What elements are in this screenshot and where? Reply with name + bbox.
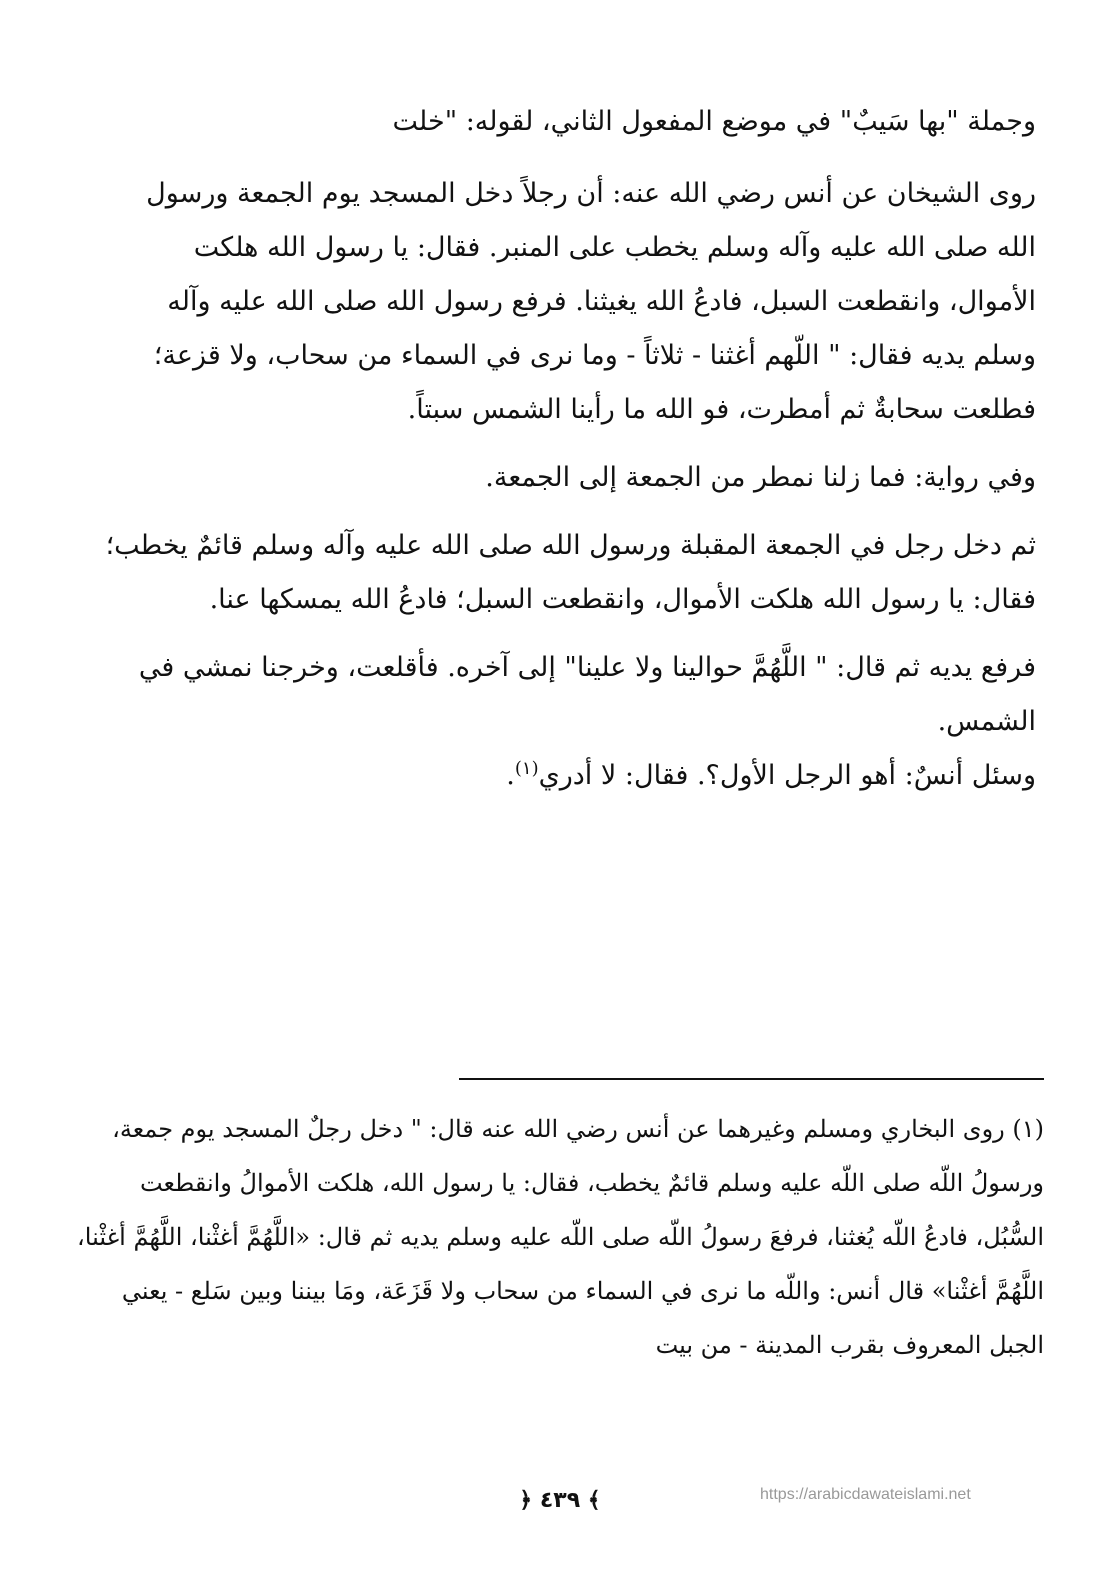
footnotes (70, 1102, 1044, 1372)
paragraph-hadith: روى الشيخان عن أنس رضي الله عنه: أن رجلاً دخل المسجد يوم الجمعة ورسول الله صلى الله عليه وآله وسلم يخطب على المنبر. فقال: يا رسول الله هلكت الأموال، وانقطعت السبل، فادعُ الله يغيثنا. فرفع رسول الله صلى الله عليه وآله وسلم يديه فقال: " اللّهم أغثنا - ثلاثاً - وما نرى في السماء من سحاب، ولا قزعة؛ فطلعت سحابةٌ ثم أمطرت، فو الله ما رأينا الشمس سبتاً. (146, 178, 1036, 425)
page-number: ﴿ ٤٣٩ ﴾ (519, 1488, 601, 1513)
main-text (100, 95, 1036, 803)
footnote-divider (459, 1078, 1044, 1080)
paragraph-intro: وجملة "بها سَيبٌ" في موضع المفعول الثاني، لقوله: "خلت (392, 106, 1036, 137)
anas-question-end: . (506, 760, 515, 791)
paragraph-anas-question (100, 749, 1036, 803)
page-footer (0, 1478, 1116, 1518)
paragraph-second-friday: ثم دخل رجل في الجمعة المقبلة ورسول الله صلى الله عليه وآله وسلم قائمٌ يخطب؛ فقال: يا رسول الله هلكت الأموال، وانقطعت السبل؛ فادعُ الله يمسكها عنا. (105, 530, 1036, 615)
footnote-1: (١) روى البخاري ومسلم وغيرهما عن أنس رضي الله عنه قال: " دخل رجلٌ المسجد يوم جمعة، ورسولُ اللّه صلى اللّه عليه وسلم قائمٌ يخطب، فقال: يا رسول الله، هلكت الأموالُ وانقطعت السُّبُل، فادعُ اللّه يُغثنا، فرفعَ رسولُ اللّه صلى اللّه عليه وسلم يديه ثم قال: «اللَّهُمَّ أغثْنا، اللَّهُمَّ أغثْنا، اللَّهُمَّ أغثْنا» قال أنس: واللّه ما نرى في السماء من سحاب ولا قَزَعَة، ومَا بيننا وبين سَلع - يعني الجبل المعروف بقرب المدينة - من بيت (77, 1115, 1044, 1359)
footnote-reference[interactable]: (١) (514, 758, 539, 779)
anas-question-text: وسئل أنسٌ: أهو الرجل الأول؟. فقال: لا أدري (538, 760, 1036, 791)
paragraph-riwaya: وفي رواية: فما زلنا نمطر من الجمعة إلى الجمعة. (485, 462, 1036, 493)
watermark-url[interactable]: https://arabicdawateislami.net (760, 1486, 971, 1503)
paragraph-supplication: فرفع يديه ثم قال: " اللَّهُمَّ حوالينا ولا علينا" إلى آخره. فأقلعت، وخرجنا نمشي في الشمس. (138, 652, 1036, 737)
